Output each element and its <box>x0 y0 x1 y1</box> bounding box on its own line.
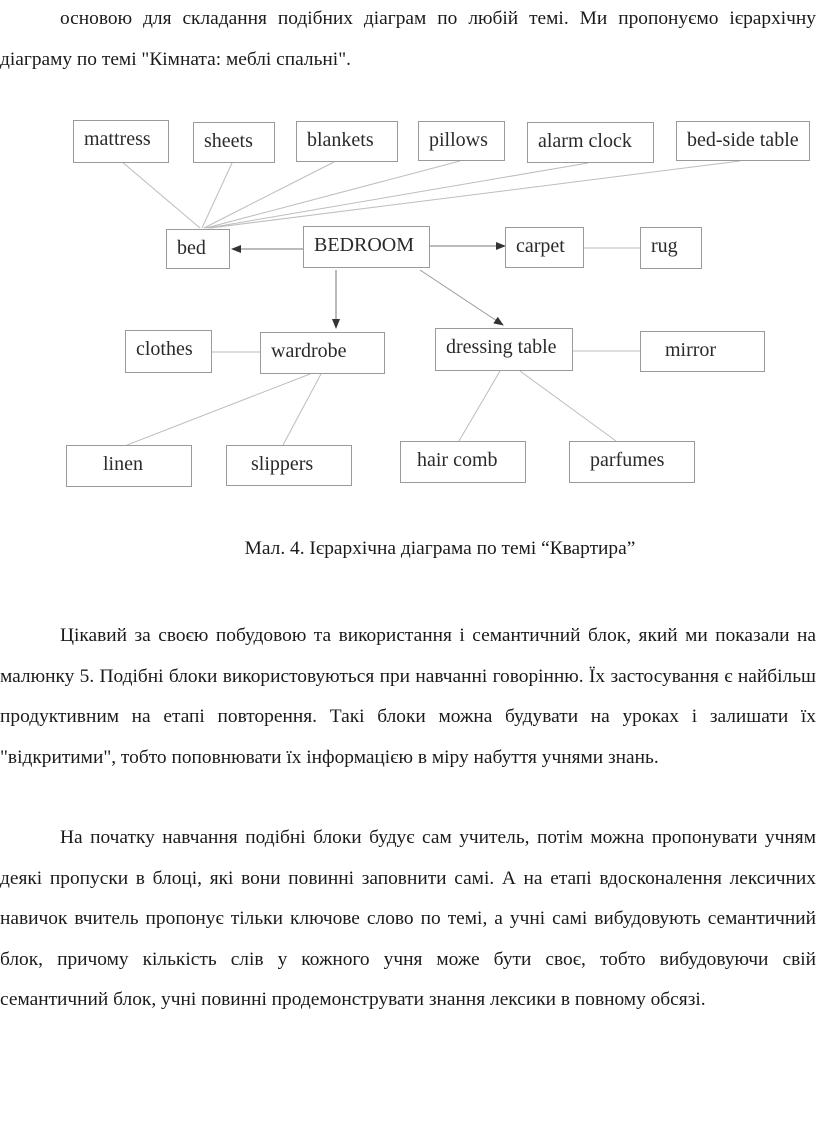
arrow-bedroom-dressingtable <box>420 270 503 325</box>
node-mattress: mattress <box>73 120 169 163</box>
node-parfumes: parfumes <box>569 441 695 483</box>
connector-blankets-bed <box>204 162 334 228</box>
node-alarm-clock: alarm clock <box>527 122 654 163</box>
body-paragraph-1: Цікавий за своєю побудовою та використання і семантичний блок, який ми показали на малюнку 5. Подібні блоки використовуються при навчанні говорінню. Їх застосування є найбільш продуктивним на етапі повторення. Такі блоки можна будувати на уроках і залишати їх "відкритими", тобто поповнювати їх інформацією в міру набуття учнями знань. <box>0 625 816 768</box>
node-hair-comb: hair comb <box>400 441 526 483</box>
node-bedroom: BEDROOM <box>303 226 430 268</box>
node-bedside-table: bed-side table <box>676 121 810 161</box>
node-slippers: slippers <box>226 445 352 486</box>
intro-paragraph: основою для складання подібних діаграм по любій темі. Ми пропонуємо ієрархічну діаграму по темі "Кімната: меблі спальні". <box>0 8 816 70</box>
hierarchy-diagram <box>0 100 816 520</box>
node-sheets: sheets <box>193 122 275 163</box>
node-blankets: blankets <box>296 121 398 162</box>
node-wardrobe: wardrobe <box>260 332 385 374</box>
body-paragraph-2: На початку навчання подібні блоки будує сам учитель, потім можна пропонувати учням деякі пропуски в блоці, які вони повинні заповнити самі. А на етапі вдосконалення лексичних навичок вчитель пропонує тільки ключове слово по темі, а учні самі вибудовують семантичний блок, причому кількість слів у кожного учня може бути своє, тобто вибудовуючи свій семантичний блок, учні повинні продемонструвати знання лексики в повному обсязі. <box>0 827 816 1011</box>
connector-wardrobe-linen <box>127 374 310 445</box>
node-rug: rug <box>640 227 702 269</box>
node-clothes: clothes <box>125 330 212 373</box>
figure-caption: Мал. 4. Ієрархічна діаграма по темі “Квартира” <box>244 538 636 559</box>
connector-wardrobe-slippers <box>283 374 321 445</box>
node-carpet: carpet <box>505 227 584 268</box>
node-pillows: pillows <box>418 121 505 161</box>
connector-bedsidetable-bed <box>210 161 740 228</box>
connector-mattress-bed <box>121 161 200 228</box>
connector-pillows-bed <box>206 161 460 228</box>
node-bed: bed <box>166 229 230 269</box>
connector-sheets-bed <box>202 163 232 228</box>
connector-dressingtable-haircomb <box>459 371 500 441</box>
connector-dressingtable-parfumes <box>520 371 616 441</box>
node-mirror: mirror <box>640 331 765 372</box>
node-dressing-table: dressing table <box>435 328 573 371</box>
connector-alarmclock-bed <box>208 163 588 228</box>
node-linen: linen <box>66 445 192 487</box>
